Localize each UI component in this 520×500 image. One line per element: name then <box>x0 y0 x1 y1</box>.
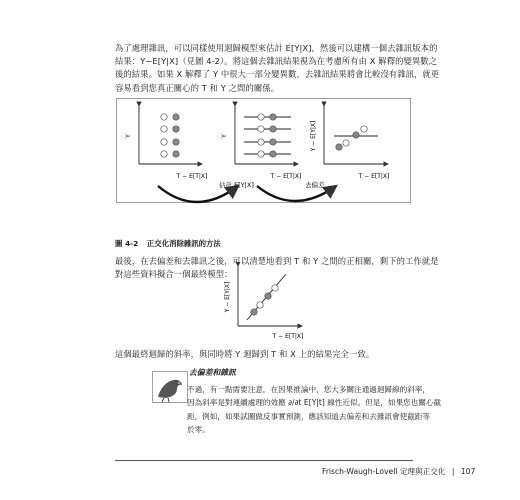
data-point <box>270 139 276 145</box>
data-point <box>161 114 167 120</box>
final-ylabel: Y − E[Y|X] <box>224 281 231 313</box>
paragraph-line: 對這些資料擬合一個最終模型： <box>115 269 233 280</box>
data-point <box>270 114 276 120</box>
data-point <box>270 126 276 132</box>
panel-2-ylabel: Y <box>221 134 228 138</box>
panel-3-ylabel: Y − E[Y|X] <box>310 120 317 152</box>
paragraph-line: 為了處理雜訊，可以同樣使用迴歸模型來估計 E[Y|X]，然後可以建構一個去雜訊版本的 <box>115 43 438 53</box>
data-point <box>257 302 263 308</box>
data-point <box>270 151 276 157</box>
panel-3-xlabel: T − E[T|X] <box>358 173 390 180</box>
data-point <box>336 144 342 150</box>
panel-1-ylabel: Y <box>125 134 132 138</box>
data-point <box>173 139 179 145</box>
data-point <box>251 309 257 315</box>
data-point <box>258 151 264 157</box>
arrow-1-label: 估計 E[Y|X] <box>219 181 254 189</box>
data-point <box>353 132 359 138</box>
paragraph-line: 這個最終迴歸的斜率，與同時將 Y 迴歸到 T 和 X 上的結果完全一致。 <box>115 349 375 359</box>
footer-rule <box>115 460 413 461</box>
page-number: 107 <box>460 467 476 476</box>
panel-1 <box>125 106 207 180</box>
note-line: 於零。 <box>187 424 210 434</box>
data-point <box>173 126 179 132</box>
data-point <box>258 139 264 145</box>
arrow-2-label: 去偏差 <box>305 181 325 189</box>
bird-icon <box>152 371 188 403</box>
page-footer <box>322 466 475 477</box>
data-point <box>173 114 179 120</box>
note-body <box>187 383 441 436</box>
data-point <box>161 139 167 145</box>
paragraph-line: 結果：Y−E[Y|X]（見圖 4-2）。將這個去雜訊結果視為在考慮所有由 X 解釋的變異數之 <box>115 56 438 67</box>
footer-title: Frisch-Waugh-Lovell 定理與正交化 <box>322 467 446 476</box>
paragraph-line: 容易看到您真正關心的 T 和 Y 之間的關係。 <box>115 82 280 93</box>
figure-4-2 <box>116 98 416 230</box>
data-point <box>265 293 271 299</box>
data-point <box>258 114 264 120</box>
final-xlabel: T − E[T|X] <box>272 333 304 340</box>
caption-text: 正交化消除雜訊的方法 <box>146 239 221 248</box>
paragraph-line: 後的結果。如果 X 解釋了 Y 中很大一部分變異數，去雜訊結果將會比較沒有雜訊，就更 <box>115 69 440 80</box>
note-title: 去偏差和雜訊 <box>189 368 236 377</box>
paragraph-intro <box>115 42 439 95</box>
panel-3 <box>310 106 389 180</box>
data-point <box>161 126 167 132</box>
data-point <box>272 285 278 291</box>
note-line: 距，例如，如果試圖做反事實預測，應該知道去偏差和去雜訊會使截距等 <box>187 411 430 421</box>
paragraph-slope <box>115 348 374 361</box>
figure-caption <box>115 238 221 249</box>
data-point <box>343 140 349 146</box>
caption-number: 圖 4-2 <box>115 239 139 248</box>
final-model-figure <box>216 262 306 342</box>
panel-2 <box>221 106 301 180</box>
data-point <box>258 126 264 132</box>
paragraph-line: 最後，在去偏差和去雜訊之後，可以清楚地看到 T 和 Y 之間的正相關，剩下的工作就是 <box>115 256 439 266</box>
panel-1-xlabel: T − E[T|X] <box>176 173 208 180</box>
note-line: 因為斜率是對連續處理的效應 ∂/∂t E[Y|t] 線性近似。但是，如果您也關心截 <box>187 398 442 408</box>
data-point <box>173 151 179 157</box>
footer-separator: | <box>451 467 455 476</box>
data-point <box>361 126 367 132</box>
data-point <box>161 151 167 157</box>
note-line: 不過，有一點需要注意。在因果推論中，您大多關注通過迴歸線的斜率， <box>187 385 430 394</box>
panel-2-xlabel: T − E[T|X] <box>270 173 302 180</box>
